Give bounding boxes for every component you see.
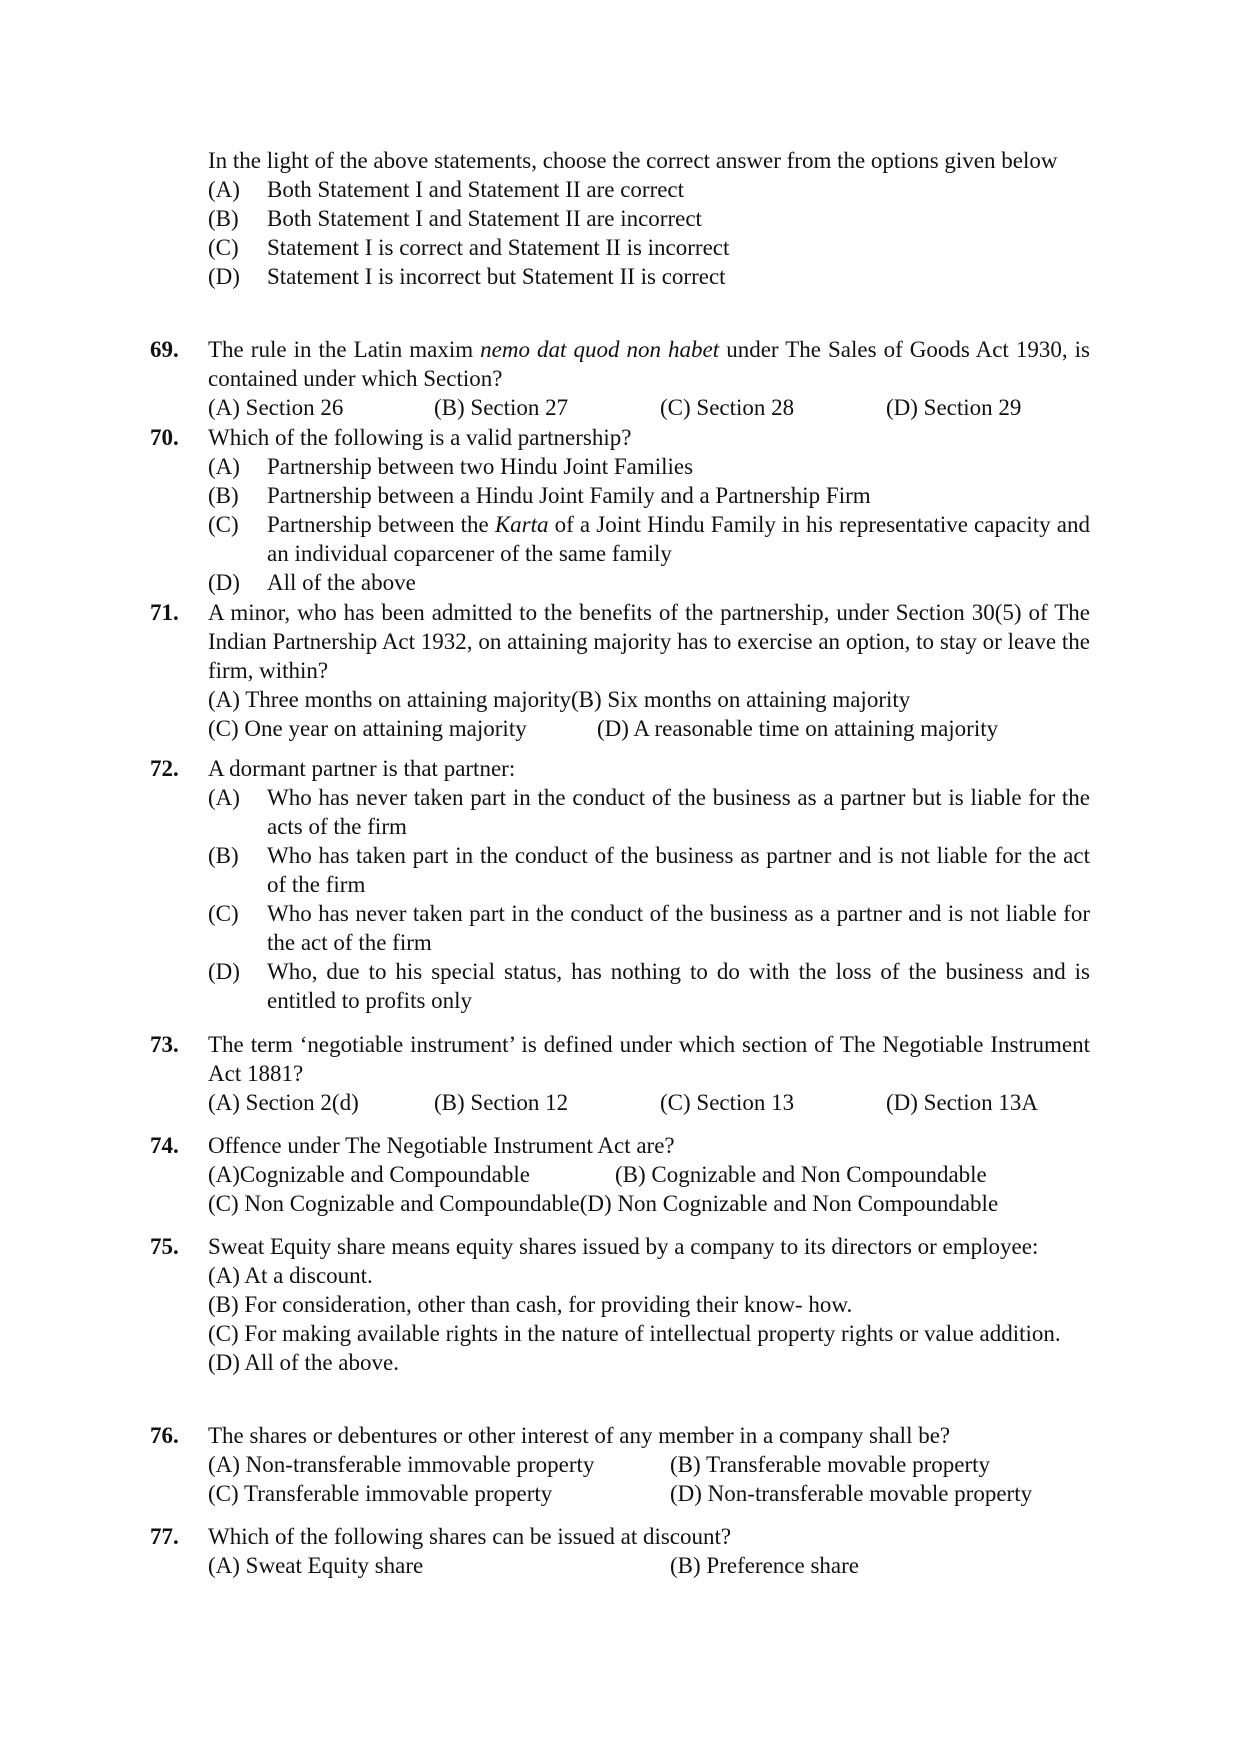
options: [208, 1160, 1090, 1218]
option-d: (D) All of the above.: [208, 1350, 399, 1375]
option-b: (B) Both Statement I and Statement II are incorrect: [208, 206, 702, 231]
question-70: [150, 423, 1090, 597]
question-72: [150, 754, 1090, 1015]
question-75: [150, 1232, 1090, 1377]
option-b: (B) Section 27: [434, 395, 569, 420]
option-d: (D) Statement I is incorrect but Statement II is correct: [208, 264, 726, 289]
option-a: (A) Non-transferable immovable property: [208, 1452, 595, 1477]
question-number: 71.: [150, 600, 179, 625]
option-d: (D) Section 13A: [886, 1090, 1039, 1115]
question-text: The rule in the Latin maxim nemo dat quod non habet under The Sales of Goods Act 1930, is contained under which Section?: [208, 337, 1090, 391]
question-77: [150, 1522, 1090, 1580]
option-b: (B) Section 12: [434, 1090, 569, 1115]
question-73: [150, 1030, 1090, 1117]
options: [208, 685, 1090, 743]
intro-options: [208, 175, 1090, 291]
option-b: (B) Who has taken part in the conduct of the business as partner and is not liable for the act of the firm: [208, 843, 1090, 897]
options-line-1: (A) Three months on attaining majority(B) Six months on attaining majority: [208, 687, 911, 712]
option-b: (B) For consideration, other than cash, for providing their know- how.: [208, 1292, 853, 1317]
option-c: (C) Statement I is correct and Statement II is incorrect: [208, 235, 730, 260]
question-text: The shares or debentures or other interest of any member in a company shall be?: [208, 1423, 951, 1448]
option-a: (A) Partnership between two Hindu Joint Families: [208, 454, 694, 479]
option-a: (A) At a discount.: [208, 1263, 373, 1288]
question-number: 70.: [150, 425, 179, 450]
option-c: (C) Who has never taken part in the conduct of the business as a partner and is not liable for the act of the firm: [208, 901, 1090, 955]
question-74: [150, 1131, 1090, 1218]
question-71: [150, 598, 1090, 743]
option-c: (C) Transferable immovable property: [208, 1481, 553, 1506]
option-d: (D) Who, due to his special status, has nothing to do with the loss of the business and is entitled to profits only: [208, 959, 1090, 1013]
intro-text: In the light of the above statements, choose the correct answer from the options given below: [208, 148, 1058, 173]
option-c: (C) Partnership between the Karta of a Joint Hindu Family in his representative capacity and an individual coparcener of the same family: [208, 512, 1091, 566]
option-d: (D) Section 29: [886, 395, 1022, 420]
question-69: [150, 335, 1090, 422]
question-text: A dormant partner is that partner:: [208, 756, 516, 781]
options: [208, 1261, 1090, 1377]
option-c: (C) Section 13: [660, 1090, 795, 1115]
options-line-1: [208, 1160, 1090, 1189]
question-number: 77.: [150, 1524, 179, 1549]
intro-block: [150, 146, 1090, 291]
option-a: (A) Section 2(d): [208, 1090, 359, 1115]
option-d: (D) A reasonable time on attaining majority: [597, 716, 999, 741]
question-number: 75.: [150, 1234, 179, 1259]
options-line-2: [208, 714, 1090, 743]
question-number: 76.: [150, 1423, 179, 1448]
options-line-2: (C) Non Cognizable and Compoundable(D) Non Cognizable and Non Compoundable: [208, 1191, 999, 1216]
option-a: (A)Cognizable and Compoundable: [208, 1162, 530, 1187]
option-b: (B) Transferable movable property: [670, 1452, 991, 1477]
option-d: (D) All of the above: [208, 570, 416, 595]
question-text: Sweat Equity share means equity shares issued by a company to its directors or employee:: [208, 1234, 1039, 1259]
option-a: (A) Both Statement I and Statement II are correct: [208, 177, 685, 202]
question-text: Offence under The Negotiable Instrument Act are?: [208, 1133, 675, 1158]
question-number: 72.: [150, 756, 179, 781]
question-text: Which of the following is a valid partnership?: [208, 425, 632, 450]
options: [208, 452, 1090, 597]
option-a: (A) Who has never taken part in the conduct of the business as a partner but is liable for the acts of the firm: [208, 785, 1090, 839]
question-text: The term ‘negotiable instrument’ is defined under which section of The Negotiable Instrument Act 1881?: [208, 1032, 1090, 1086]
options-row: [208, 1088, 1090, 1117]
question-text: A minor, who has been admitted to the benefits of the partnership, under Section 30(5) of The Indian Partnership Act 1932, on attaining majority has to exercise an option, to stay or leave the firm, within?: [208, 600, 1090, 683]
question-76: [150, 1421, 1090, 1508]
options: [208, 1450, 1090, 1508]
option-c: (C) For making available rights in the nature of intellectual property rights or value addition.: [208, 1321, 1061, 1346]
option-b: (B) Cognizable and Non Compoundable: [615, 1162, 987, 1187]
options-row: [208, 393, 1090, 422]
options: [208, 783, 1090, 1015]
option-d: (D) Non-transferable movable property: [670, 1481, 1033, 1506]
question-number: 74.: [150, 1133, 179, 1158]
question-text: Which of the following shares can be issued at discount?: [208, 1524, 732, 1549]
option-b: (B) Partnership between a Hindu Joint Family and a Partnership Firm: [208, 483, 871, 508]
option-a: (A) Section 26: [208, 395, 344, 420]
option-a: (A) Sweat Equity share: [208, 1553, 424, 1578]
options-row: [208, 1551, 1090, 1580]
question-number: 73.: [150, 1032, 179, 1057]
option-c: (C) One year on attaining majority: [208, 716, 527, 741]
option-c: (C) Section 28: [660, 395, 795, 420]
question-number: 69.: [150, 337, 179, 362]
option-b: (B) Preference share: [670, 1553, 859, 1578]
